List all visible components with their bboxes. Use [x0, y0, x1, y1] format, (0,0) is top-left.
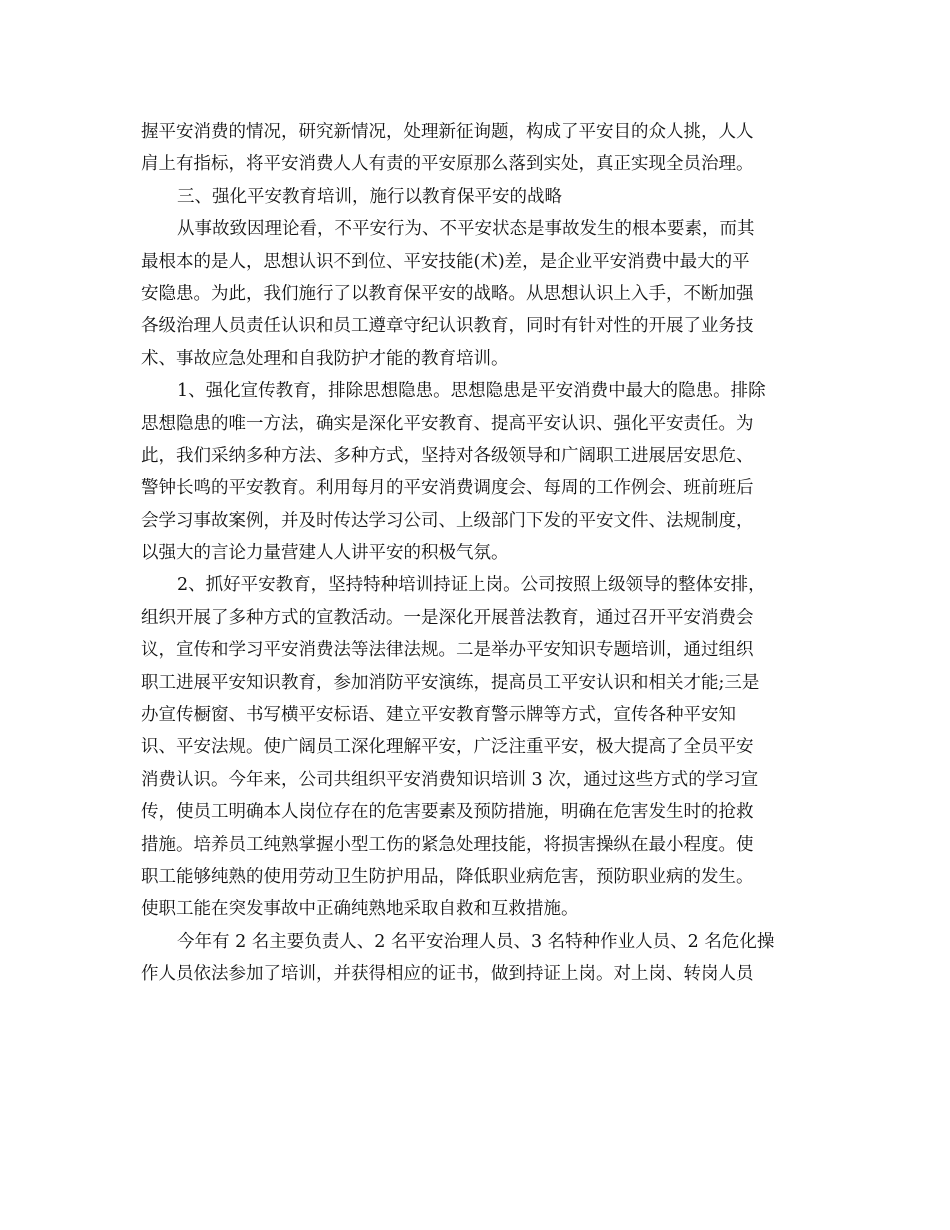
text-line: 传，使员工明确本人岗位存在的危害要素及预防措施，明确在危害发生时的抢救: [141, 802, 754, 823]
text-line: 消费认识。今年来，公司共组织平安消费知识培训 3 次，通过这些方式的学习宣: [141, 769, 759, 790]
text-line: 从事故致因理论看，不平安行为、不平安状态是事故发生的根本要素，而其: [177, 219, 755, 240]
text-line: 安隐患。为此，我们施行了以教育保平安的战略。从思想认识上入手，不断加强: [141, 283, 754, 304]
text-line: 三、强化平安教育培训，施行以教育保平安的战略: [177, 186, 562, 207]
text-line: 肩上有指标，将平安消费人人有责的平安原那么落到实处，真正实现全员治理。: [141, 154, 754, 175]
text-line: 今年有 2 名主要负责人、2 名平安治理人员、3 名特种作业人员、2 名危化操: [177, 931, 775, 952]
text-line: 议，宣传和学习平安消费法等法律法规。二是举办平安知识专题培训，通过组织: [141, 640, 754, 661]
text-line: 职工能够纯熟的使用劳动卫生防护用品，降低职业病危害，预防职业病的发生。: [141, 866, 754, 887]
text-line: 会学习事故案例，并及时传达学习公司、上级部门下发的平安文件、法规制度，: [141, 510, 754, 531]
text-line: 使职工能在突发事故中正确纯熟地采取自救和互救措施。: [141, 899, 579, 920]
text-line: 作人员依法参加了培训，并获得相应的证书，做到持证上岗。对上岗、转岗人员: [141, 964, 754, 985]
text-line: 思想隐患的唯一方法，确实是深化平安教育、提高平安认识、强化平安责任。为: [141, 413, 754, 434]
text-line: 各级治理人员责任认识和员工遵章守纪认识教育，同时有针对性的开展了业务技: [141, 316, 754, 337]
text-line: 此，我们采纳多种方法、多种方式，坚持对各级领导和广阔职工进展居安思危、: [141, 445, 754, 466]
text-line: 术、事故应急处理和自我防护才能的教育培训。: [141, 348, 509, 369]
document-body: [141, 116, 811, 991]
text-line: 1、强化宣传教育，排除思想隐患。思想隐患是平安消费中最大的隐患。排除: [177, 381, 766, 402]
text-line: 职工进展平安知识教育，参加消防平安演练，提高员工平安认识和相关才能;三是: [141, 672, 760, 693]
text-line: 握平安消费的情况，研究新情况，处理新征询题，构成了平安目的众人挑，人人: [141, 122, 754, 142]
text-line: 识、平安法规。使广阔员工深化理解平安，广泛注重平安，极大提高了全员平安: [141, 737, 754, 758]
text-line: 措施。培养员工纯熟掌握小型工伤的紧急处理技能，将损害操纵在最小程度。使: [141, 834, 754, 855]
text-line: 办宣传橱窗、书写横平安标语、建立平安教育警示牌等方式，宣传各种平安知: [141, 705, 736, 726]
text-line: 组织开展了多种方式的宣教活动。一是深化开展普法教育，通过召开平安消费会: [141, 607, 754, 628]
text-line: 2、抓好平安教育，坚持特种培训持证上岗。公司按照上级领导的整体安排，: [177, 575, 766, 596]
text-line: 警钟长鸣的平安教育。利用每月的平安消费调度会、每周的工作例会、班前班后: [141, 478, 754, 499]
text-line: 以强大的言论力量营建人人讲平安的积极气氛。: [141, 543, 509, 564]
text-line: 最根本的是人，思想认识不到位、平安技能(术)差，是企业平安消费中最大的平: [141, 251, 750, 272]
